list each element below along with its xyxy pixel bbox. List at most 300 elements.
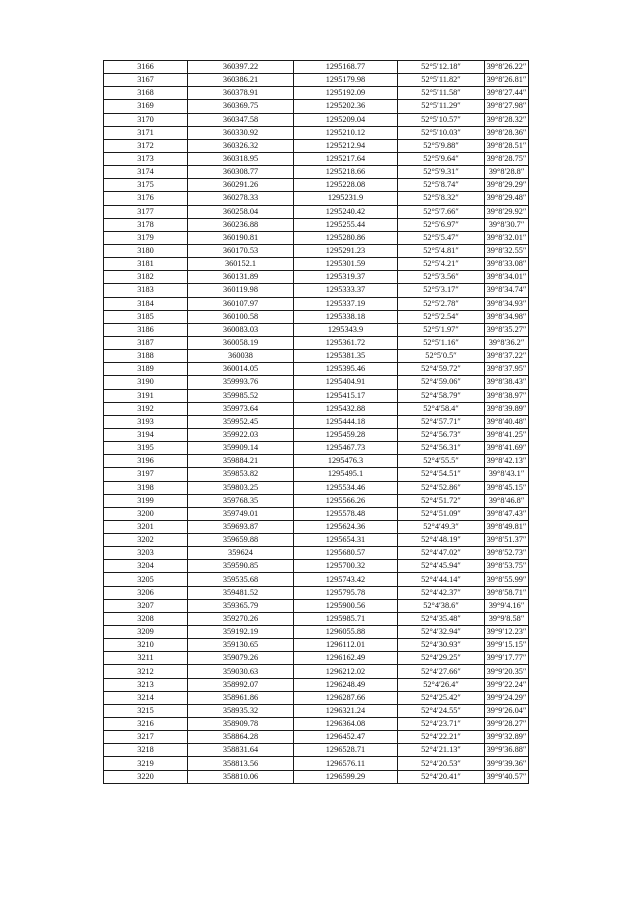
table-row [104, 87, 529, 100]
point-number-cell: 3173 [104, 152, 188, 165]
table-row [104, 61, 529, 74]
longitude-cell: 39°8′47.43″ [485, 507, 529, 520]
x-coordinate-cell: 360369.75 [188, 100, 294, 113]
table-row [104, 100, 529, 113]
latitude-cell: 52°5′9.31″ [398, 166, 485, 179]
x-coordinate-cell: 359030.63 [188, 665, 294, 678]
table-row [104, 192, 529, 205]
latitude-cell: 52°5′5.47″ [398, 231, 485, 244]
table-row [104, 402, 529, 415]
y-coordinate-cell: 1296055.88 [294, 626, 398, 639]
coordinates-table-body [104, 61, 529, 784]
latitude-cell: 52°4′55.5″ [398, 455, 485, 468]
point-number-cell: 3201 [104, 520, 188, 533]
longitude-cell: 39°9′4.16″ [485, 599, 529, 612]
point-number-cell: 3214 [104, 691, 188, 704]
latitude-cell: 52°4′48.19″ [398, 534, 485, 547]
latitude-cell: 52°5′3.17″ [398, 284, 485, 297]
longitude-cell: 39°8′49.81″ [485, 520, 529, 533]
longitude-cell: 39°8′53.75″ [485, 560, 529, 573]
y-coordinate-cell: 1295255.44 [294, 218, 398, 231]
table-row [104, 560, 529, 573]
y-coordinate-cell: 1295168.77 [294, 61, 398, 74]
point-number-cell: 3205 [104, 573, 188, 586]
longitude-cell: 39°8′40.48″ [485, 415, 529, 428]
table-row [104, 547, 529, 560]
y-coordinate-cell: 1295231.9 [294, 192, 398, 205]
y-coordinate-cell: 1296528.71 [294, 744, 398, 757]
x-coordinate-cell: 360152.1 [188, 258, 294, 271]
point-number-cell: 3179 [104, 231, 188, 244]
x-coordinate-cell: 360326.32 [188, 139, 294, 152]
x-coordinate-cell: 360131.89 [188, 271, 294, 284]
longitude-cell: 39°8′32.55″ [485, 244, 529, 257]
table-row [104, 612, 529, 625]
table-row [104, 770, 529, 783]
point-number-cell: 3209 [104, 626, 188, 639]
y-coordinate-cell: 1296321.24 [294, 704, 398, 717]
latitude-cell: 52°4′45.94″ [398, 560, 485, 573]
y-coordinate-cell: 1295319.37 [294, 271, 398, 284]
y-coordinate-cell: 1295381.35 [294, 350, 398, 363]
table-row [104, 468, 529, 481]
x-coordinate-cell: 360014.05 [188, 363, 294, 376]
table-row [104, 520, 529, 533]
x-coordinate-cell: 359749.01 [188, 507, 294, 520]
point-number-cell: 3194 [104, 428, 188, 441]
longitude-cell: 39°8′37.22″ [485, 350, 529, 363]
latitude-cell: 52°4′49.3″ [398, 520, 485, 533]
longitude-cell: 39°8′26.81″ [485, 74, 529, 87]
x-coordinate-cell: 359693.87 [188, 520, 294, 533]
longitude-cell: 39°9′26.04″ [485, 704, 529, 717]
y-coordinate-cell: 1295343.9 [294, 323, 398, 336]
longitude-cell: 39°9′15.15″ [485, 639, 529, 652]
longitude-cell: 39°8′30.7″ [485, 218, 529, 231]
latitude-cell: 52°5′7.66″ [398, 205, 485, 218]
x-coordinate-cell: 360347.58 [188, 113, 294, 126]
latitude-cell: 52°5′8.32″ [398, 192, 485, 205]
longitude-cell: 39°8′29.92″ [485, 205, 529, 218]
latitude-cell: 52°4′27.66″ [398, 665, 485, 678]
y-coordinate-cell: 1295395.46 [294, 363, 398, 376]
latitude-cell: 52°4′51.09″ [398, 507, 485, 520]
table-row [104, 113, 529, 126]
x-coordinate-cell: 359535.68 [188, 573, 294, 586]
point-number-cell: 3171 [104, 126, 188, 139]
y-coordinate-cell: 1295338.18 [294, 310, 398, 323]
latitude-cell: 52°4′20.41″ [398, 770, 485, 783]
y-coordinate-cell: 1295700.32 [294, 560, 398, 573]
point-number-cell: 3196 [104, 455, 188, 468]
y-coordinate-cell: 1295192.09 [294, 87, 398, 100]
table-row [104, 586, 529, 599]
x-coordinate-cell: 360083.03 [188, 323, 294, 336]
x-coordinate-cell: 360236.88 [188, 218, 294, 231]
longitude-cell: 39°9′24.29″ [485, 691, 529, 704]
longitude-cell: 39°8′51.37″ [485, 534, 529, 547]
longitude-cell: 39°8′41.69″ [485, 442, 529, 455]
x-coordinate-cell: 360058.19 [188, 336, 294, 349]
point-number-cell: 3198 [104, 481, 188, 494]
x-coordinate-cell: 359973.64 [188, 402, 294, 415]
table-row [104, 231, 529, 244]
longitude-cell: 39°8′38.43″ [485, 376, 529, 389]
y-coordinate-cell: 1295578.48 [294, 507, 398, 520]
x-coordinate-cell: 359659.88 [188, 534, 294, 547]
latitude-cell: 52°4′24.55″ [398, 704, 485, 717]
point-number-cell: 3181 [104, 258, 188, 271]
point-number-cell: 3185 [104, 310, 188, 323]
longitude-cell: 39°8′55.99″ [485, 573, 529, 586]
latitude-cell: 52°5′4.81″ [398, 244, 485, 257]
table-row [104, 363, 529, 376]
table-row [104, 704, 529, 717]
point-number-cell: 3184 [104, 297, 188, 310]
coordinates-table [103, 60, 529, 784]
y-coordinate-cell: 1295333.37 [294, 284, 398, 297]
table-row [104, 310, 529, 323]
latitude-cell: 52°4′54.51″ [398, 468, 485, 481]
point-number-cell: 3172 [104, 139, 188, 152]
longitude-cell: 39°9′39.36″ [485, 757, 529, 770]
longitude-cell: 39°8′27.98″ [485, 100, 529, 113]
table-row [104, 652, 529, 665]
y-coordinate-cell: 1295210.12 [294, 126, 398, 139]
point-number-cell: 3166 [104, 61, 188, 74]
y-coordinate-cell: 1296576.11 [294, 757, 398, 770]
point-number-cell: 3176 [104, 192, 188, 205]
table-row [104, 205, 529, 218]
y-coordinate-cell: 1295404.91 [294, 376, 398, 389]
table-row [104, 126, 529, 139]
point-number-cell: 3199 [104, 494, 188, 507]
x-coordinate-cell: 360038 [188, 350, 294, 363]
table-row [104, 376, 529, 389]
point-number-cell: 3213 [104, 678, 188, 691]
latitude-cell: 52°4′58.4″ [398, 402, 485, 415]
table-row [104, 336, 529, 349]
y-coordinate-cell: 1295900.56 [294, 599, 398, 612]
table-row [104, 599, 529, 612]
point-number-cell: 3207 [104, 599, 188, 612]
x-coordinate-cell: 358961.86 [188, 691, 294, 704]
longitude-cell: 39°8′34.01″ [485, 271, 529, 284]
table-row [104, 415, 529, 428]
longitude-cell: 39°8′32.01″ [485, 231, 529, 244]
point-number-cell: 3220 [104, 770, 188, 783]
latitude-cell: 52°4′32.94″ [398, 626, 485, 639]
x-coordinate-cell: 359884.21 [188, 455, 294, 468]
point-number-cell: 3183 [104, 284, 188, 297]
x-coordinate-cell: 359922.03 [188, 428, 294, 441]
table-row [104, 258, 529, 271]
x-coordinate-cell: 358810.06 [188, 770, 294, 783]
table-row [104, 244, 529, 257]
x-coordinate-cell: 360100.58 [188, 310, 294, 323]
latitude-cell: 52°5′6.97″ [398, 218, 485, 231]
point-number-cell: 3212 [104, 665, 188, 678]
longitude-cell: 39°8′45.15″ [485, 481, 529, 494]
x-coordinate-cell: 359270.26 [188, 612, 294, 625]
x-coordinate-cell: 360119.98 [188, 284, 294, 297]
longitude-cell: 39°8′39.89″ [485, 402, 529, 415]
latitude-cell: 52°5′4.21″ [398, 258, 485, 271]
table-row [104, 179, 529, 192]
y-coordinate-cell: 1295795.78 [294, 586, 398, 599]
x-coordinate-cell: 359985.52 [188, 389, 294, 402]
y-coordinate-cell: 1295624.36 [294, 520, 398, 533]
longitude-cell: 39°8′41.25″ [485, 428, 529, 441]
longitude-cell: 39°8′29.48″ [485, 192, 529, 205]
point-number-cell: 3210 [104, 639, 188, 652]
y-coordinate-cell: 1295459.28 [294, 428, 398, 441]
longitude-cell: 39°9′28.27″ [485, 718, 529, 731]
y-coordinate-cell: 1296364.08 [294, 718, 398, 731]
x-coordinate-cell: 359590.85 [188, 560, 294, 573]
y-coordinate-cell: 1296212.02 [294, 665, 398, 678]
point-number-cell: 3190 [104, 376, 188, 389]
point-number-cell: 3187 [104, 336, 188, 349]
longitude-cell: 39°8′38.97″ [485, 389, 529, 402]
latitude-cell: 52°4′59.72″ [398, 363, 485, 376]
table-row [104, 166, 529, 179]
longitude-cell: 39°8′34.74″ [485, 284, 529, 297]
longitude-cell: 39°8′42.13″ [485, 455, 529, 468]
latitude-cell: 52°4′23.71″ [398, 718, 485, 731]
x-coordinate-cell: 359909.14 [188, 442, 294, 455]
point-number-cell: 3177 [104, 205, 188, 218]
table-row [104, 139, 529, 152]
x-coordinate-cell: 360378.91 [188, 87, 294, 100]
table-row [104, 639, 529, 652]
latitude-cell: 52°4′35.48″ [398, 612, 485, 625]
longitude-cell: 39°8′35.27″ [485, 323, 529, 336]
x-coordinate-cell: 359803.25 [188, 481, 294, 494]
table-row [104, 534, 529, 547]
table-row [104, 494, 529, 507]
latitude-cell: 52°5′9.88″ [398, 139, 485, 152]
x-coordinate-cell: 360258.04 [188, 205, 294, 218]
x-coordinate-cell: 359365.79 [188, 599, 294, 612]
x-coordinate-cell: 360170.53 [188, 244, 294, 257]
latitude-cell: 52°4′52.86″ [398, 481, 485, 494]
table-row [104, 744, 529, 757]
x-coordinate-cell: 360386.21 [188, 74, 294, 87]
point-number-cell: 3169 [104, 100, 188, 113]
longitude-cell: 39°8′37.95″ [485, 363, 529, 376]
point-number-cell: 3170 [104, 113, 188, 126]
latitude-cell: 52°4′26.4″ [398, 678, 485, 691]
longitude-cell: 39°8′28.36″ [485, 126, 529, 139]
y-coordinate-cell: 1295495.1 [294, 468, 398, 481]
longitude-cell: 39°9′17.77″ [485, 652, 529, 665]
longitude-cell: 39°9′22.24″ [485, 678, 529, 691]
point-number-cell: 3202 [104, 534, 188, 547]
latitude-cell: 52°5′2.78″ [398, 297, 485, 310]
x-coordinate-cell: 360397.22 [188, 61, 294, 74]
point-number-cell: 3218 [104, 744, 188, 757]
longitude-cell: 39°8′46.8″ [485, 494, 529, 507]
latitude-cell: 52°4′38.6″ [398, 599, 485, 612]
point-number-cell: 3215 [104, 704, 188, 717]
x-coordinate-cell: 359624 [188, 547, 294, 560]
longitude-cell: 39°8′43.1″ [485, 468, 529, 481]
y-coordinate-cell: 1295291.23 [294, 244, 398, 257]
table-row [104, 323, 529, 336]
table-row [104, 757, 529, 770]
y-coordinate-cell: 1295680.57 [294, 547, 398, 560]
longitude-cell: 39°9′12.23″ [485, 626, 529, 639]
point-number-cell: 3203 [104, 547, 188, 560]
y-coordinate-cell: 1295179.98 [294, 74, 398, 87]
point-number-cell: 3168 [104, 87, 188, 100]
longitude-cell: 39°9′36.88″ [485, 744, 529, 757]
latitude-cell: 52°4′47.02″ [398, 547, 485, 560]
y-coordinate-cell: 1295566.26 [294, 494, 398, 507]
table-row [104, 731, 529, 744]
y-coordinate-cell: 1295228.08 [294, 179, 398, 192]
longitude-cell: 39°8′26.22″ [485, 61, 529, 74]
latitude-cell: 52°5′2.54″ [398, 310, 485, 323]
point-number-cell: 3206 [104, 586, 188, 599]
table-row [104, 665, 529, 678]
table-row [104, 218, 529, 231]
point-number-cell: 3188 [104, 350, 188, 363]
x-coordinate-cell: 358935.32 [188, 704, 294, 717]
latitude-cell: 52°5′12.18″ [398, 61, 485, 74]
table-row [104, 507, 529, 520]
table-row [104, 284, 529, 297]
x-coordinate-cell: 359130.65 [188, 639, 294, 652]
y-coordinate-cell: 1295985.71 [294, 612, 398, 625]
longitude-cell: 39°8′28.75″ [485, 152, 529, 165]
table-row [104, 455, 529, 468]
point-number-cell: 3186 [104, 323, 188, 336]
latitude-cell: 52°4′57.71″ [398, 415, 485, 428]
y-coordinate-cell: 1296452.47 [294, 731, 398, 744]
longitude-cell: 39°9′20.35″ [485, 665, 529, 678]
table-row [104, 350, 529, 363]
point-number-cell: 3189 [104, 363, 188, 376]
latitude-cell: 52°5′10.57″ [398, 113, 485, 126]
longitude-cell: 39°8′58.71″ [485, 586, 529, 599]
x-coordinate-cell: 359481.52 [188, 586, 294, 599]
y-coordinate-cell: 1295212.94 [294, 139, 398, 152]
latitude-cell: 52°4′59.06″ [398, 376, 485, 389]
latitude-cell: 52°5′10.03″ [398, 126, 485, 139]
latitude-cell: 52°4′44.14″ [398, 573, 485, 586]
y-coordinate-cell: 1295444.18 [294, 415, 398, 428]
y-coordinate-cell: 1295240.42 [294, 205, 398, 218]
x-coordinate-cell: 359192.19 [188, 626, 294, 639]
x-coordinate-cell: 358864.28 [188, 731, 294, 744]
table-row [104, 152, 529, 165]
latitude-cell: 52°4′25.42″ [398, 691, 485, 704]
y-coordinate-cell: 1296287.66 [294, 691, 398, 704]
table-row [104, 389, 529, 402]
point-number-cell: 3167 [104, 74, 188, 87]
longitude-cell: 39°8′28.8″ [485, 166, 529, 179]
latitude-cell: 52°4′20.53″ [398, 757, 485, 770]
x-coordinate-cell: 360278.33 [188, 192, 294, 205]
x-coordinate-cell: 358831.64 [188, 744, 294, 757]
table-row [104, 74, 529, 87]
table-row [104, 718, 529, 731]
point-number-cell: 3219 [104, 757, 188, 770]
point-number-cell: 3197 [104, 468, 188, 481]
point-number-cell: 3180 [104, 244, 188, 257]
y-coordinate-cell: 1295361.72 [294, 336, 398, 349]
y-coordinate-cell: 1295218.66 [294, 166, 398, 179]
point-number-cell: 3182 [104, 271, 188, 284]
x-coordinate-cell: 358992.07 [188, 678, 294, 691]
latitude-cell: 52°4′56.73″ [398, 428, 485, 441]
x-coordinate-cell: 359079.26 [188, 652, 294, 665]
latitude-cell: 52°5′0.5″ [398, 350, 485, 363]
latitude-cell: 52°5′8.74″ [398, 179, 485, 192]
y-coordinate-cell: 1295280.86 [294, 231, 398, 244]
y-coordinate-cell: 1295217.64 [294, 152, 398, 165]
point-number-cell: 3200 [104, 507, 188, 520]
table-row [104, 678, 529, 691]
x-coordinate-cell: 358813.56 [188, 757, 294, 770]
longitude-cell: 39°8′34.93″ [485, 297, 529, 310]
y-coordinate-cell: 1295534.46 [294, 481, 398, 494]
y-coordinate-cell: 1296112.01 [294, 639, 398, 652]
y-coordinate-cell: 1295432.88 [294, 402, 398, 415]
latitude-cell: 52°4′22.21″ [398, 731, 485, 744]
latitude-cell: 52°4′30.93″ [398, 639, 485, 652]
latitude-cell: 52°4′29.25″ [398, 652, 485, 665]
x-coordinate-cell: 359952.45 [188, 415, 294, 428]
point-number-cell: 3217 [104, 731, 188, 744]
table-row [104, 442, 529, 455]
y-coordinate-cell: 1295743.42 [294, 573, 398, 586]
x-coordinate-cell: 359853.82 [188, 468, 294, 481]
y-coordinate-cell: 1296248.49 [294, 678, 398, 691]
longitude-cell: 39°8′28.51″ [485, 139, 529, 152]
x-coordinate-cell: 360190.81 [188, 231, 294, 244]
latitude-cell: 52°5′9.64″ [398, 152, 485, 165]
point-number-cell: 3178 [104, 218, 188, 231]
longitude-cell: 39°8′36.2″ [485, 336, 529, 349]
latitude-cell: 52°4′58.79″ [398, 389, 485, 402]
longitude-cell: 39°9′40.57″ [485, 770, 529, 783]
point-number-cell: 3192 [104, 402, 188, 415]
latitude-cell: 52°5′1.97″ [398, 323, 485, 336]
point-number-cell: 3211 [104, 652, 188, 665]
longitude-cell: 39°8′28.32″ [485, 113, 529, 126]
point-number-cell: 3191 [104, 389, 188, 402]
point-number-cell: 3208 [104, 612, 188, 625]
y-coordinate-cell: 1296599.29 [294, 770, 398, 783]
x-coordinate-cell: 360107.97 [188, 297, 294, 310]
y-coordinate-cell: 1295476.3 [294, 455, 398, 468]
x-coordinate-cell: 360318.95 [188, 152, 294, 165]
point-number-cell: 3174 [104, 166, 188, 179]
latitude-cell: 52°5′11.82″ [398, 74, 485, 87]
y-coordinate-cell: 1295415.17 [294, 389, 398, 402]
longitude-cell: 39°8′29.29″ [485, 179, 529, 192]
point-number-cell: 3195 [104, 442, 188, 455]
x-coordinate-cell: 360308.77 [188, 166, 294, 179]
table-row [104, 573, 529, 586]
x-coordinate-cell: 359993.76 [188, 376, 294, 389]
latitude-cell: 52°4′42.37″ [398, 586, 485, 599]
longitude-cell: 39°9′8.58″ [485, 612, 529, 625]
latitude-cell: 52°4′21.13″ [398, 744, 485, 757]
